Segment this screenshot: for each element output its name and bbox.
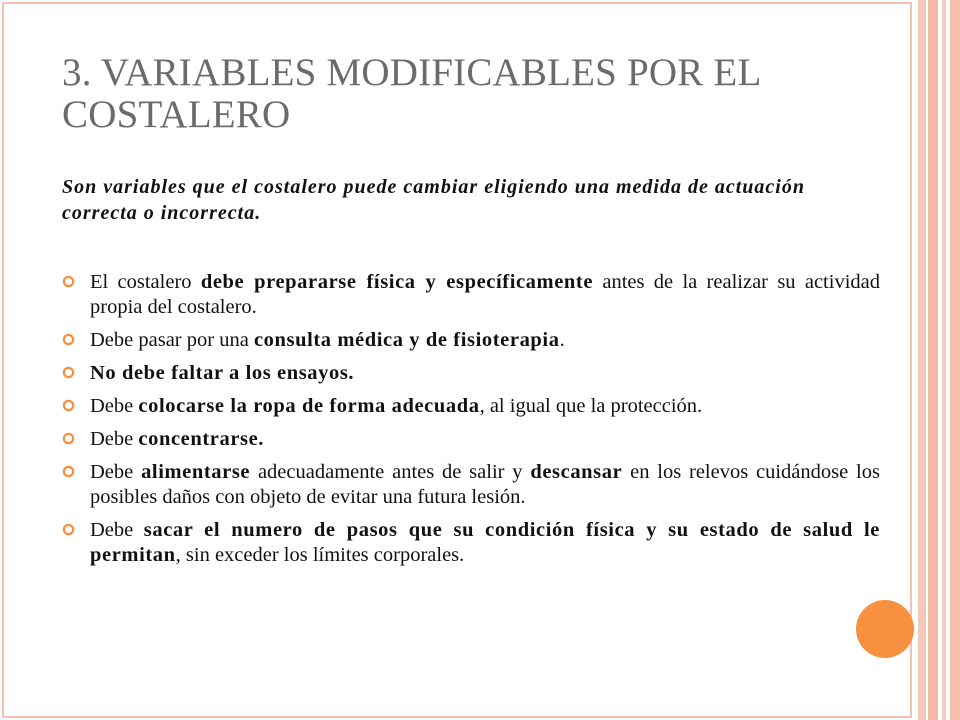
- bullet-bold-text: sacar el numero de pasos que su condición física y su estado de salud le permitan: [90, 519, 880, 566]
- bullet-list: [62, 270, 880, 568]
- intro-text: Son variables que el costalero puede cambiar eligiendo una medida de actuación correcta o incorrecta.: [62, 176, 805, 224]
- bullet-text: Debe: [90, 461, 142, 483]
- bullet-item: [62, 361, 880, 386]
- bullet-item: [62, 460, 880, 510]
- bullet-bold-text: alimentarse: [141, 461, 251, 483]
- bullet-text: El costalero: [90, 271, 201, 293]
- bullet-bold-text: descansar: [530, 461, 623, 483]
- bullet-bold-text: No debe faltar a los ensayos.: [90, 362, 355, 384]
- accent-circle: [856, 600, 914, 658]
- stripe: [918, 0, 926, 720]
- circle-outline-bullet-icon: [62, 432, 75, 445]
- bullet-item: [62, 518, 880, 568]
- bullet-text: Debe pasar por una: [90, 329, 254, 351]
- bullet-bold-text: colocarse la ropa de forma adecuada: [138, 395, 480, 417]
- bullet-item: [62, 328, 880, 353]
- circle-outline-bullet-icon: [62, 333, 75, 346]
- slide-title: 3. VARIABLES MODIFICABLES POR EL COSTALERO: [62, 51, 761, 136]
- circle-outline-bullet-icon: [62, 366, 75, 379]
- bullet-bold-text: consulta médica y de fisioterapia: [253, 329, 560, 351]
- bullet-text: en los relevos cuidándose los posibles daños con objeto de evitar una futura lesión.: [90, 461, 880, 508]
- circle-outline-bullet-icon: [62, 523, 75, 536]
- stripe: [950, 0, 960, 720]
- bullet-bold-text: debe prepararse física y específicamente: [200, 271, 594, 293]
- bullet-text: .: [559, 329, 565, 351]
- decorative-stripes: [918, 0, 960, 720]
- bullet-bold-text: concentrarse.: [138, 428, 265, 450]
- bullet-text: Debe: [90, 519, 144, 541]
- bullet-item: [62, 427, 880, 452]
- bullet-text: Debe: [90, 395, 139, 417]
- bullet-text: Debe: [90, 428, 139, 450]
- circle-outline-bullet-icon: [62, 275, 75, 288]
- slide-content: [62, 174, 880, 576]
- bullet-text: adecuadamente antes de salir y: [250, 461, 531, 483]
- bullet-text: , sin exceder los límites corporales.: [175, 544, 465, 566]
- bullet-text: antes de la realizar su actividad propia del costalero.: [90, 271, 880, 318]
- bullet-item: [62, 394, 880, 419]
- stripe: [942, 0, 946, 720]
- circle-outline-bullet-icon: [62, 465, 75, 478]
- bullet-item: [62, 270, 880, 320]
- bullet-text: , al igual que la protección.: [479, 395, 703, 417]
- circle-outline-bullet-icon: [62, 399, 75, 412]
- stripe: [928, 0, 938, 720]
